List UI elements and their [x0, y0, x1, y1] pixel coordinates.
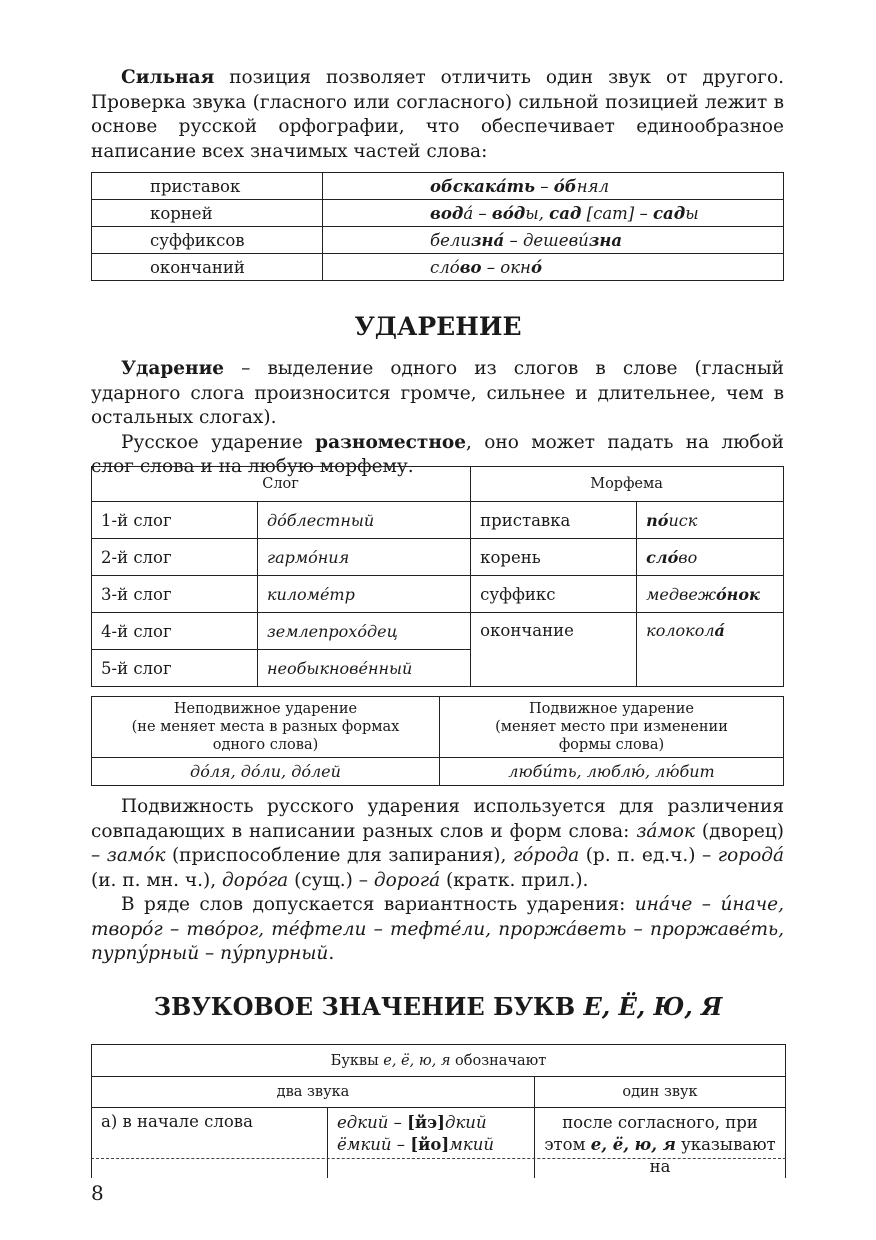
morpheme-column-header: Морфема: [471, 467, 784, 502]
stress-row: [92, 576, 784, 613]
stress-row: [92, 539, 784, 576]
mobile-header-line-1: Подвижное ударение: [529, 701, 694, 717]
morpheme-stress-example: [637, 613, 784, 687]
two-sound-examples: [328, 1108, 535, 1179]
example-line-2: [337, 1134, 534, 1156]
letters-head-post: обозначают: [450, 1052, 547, 1069]
morpheme-example-2-part-2: – дешеви́: [504, 230, 589, 250]
mobility-paragraph-2: [91, 893, 784, 967]
mobility-p2-part-0: В ряде слов допускается вариантность ударения:: [121, 894, 635, 915]
mobility-p1-part-8: (и. п. мн. ч.),: [91, 869, 222, 891]
example-1-sound: [йэ]: [407, 1113, 445, 1132]
morpheme-spelling-table: [91, 172, 784, 281]
mobility-p1-part-0: Подвижность русского ударения используется для различения совпадающих в написании разных слов и форм слова:: [91, 796, 784, 842]
stress-def-text: – выделение одного из слогов в слове (гласный ударного слога произносится громче, сильнее и длительнее, чем в остальных слогах).: [91, 358, 784, 428]
fixed-header-line-2: (не меняет места в разных формах: [131, 719, 400, 735]
morpheme-type: приставка: [471, 502, 637, 539]
mobile-header-line-3: формы слова): [558, 737, 665, 753]
letters-title-letters: Е, Ё, Ю, Я: [583, 992, 723, 1021]
intro-paragraph: [91, 66, 784, 164]
morpheme-type: корень: [471, 539, 637, 576]
morpheme-example-1-part-2: во́д: [491, 203, 526, 223]
mobility-p1-part-12: (кратк. прил.).: [440, 869, 589, 891]
morpheme-example-3-part-2: – окн: [481, 257, 531, 277]
morpheme-type: суффикс: [471, 576, 637, 613]
morpheme-label: приставок: [92, 173, 323, 200]
morpheme-example-1-part-7: ы: [685, 203, 699, 223]
syllable-example: необыкнове́нный: [258, 650, 471, 687]
morpheme-row: [92, 173, 784, 200]
syllable-example: гармо́ния: [258, 539, 471, 576]
stress-position-table: [91, 466, 784, 687]
morpheme-stress-2-part-1: о́нок: [716, 584, 760, 604]
syllable-label: 2-й слог: [92, 539, 258, 576]
one-sound-header: один звук: [535, 1077, 786, 1108]
fixed-mobile-stress-table: [91, 696, 784, 786]
mobility-p1-part-2: (дворец) –: [91, 820, 784, 866]
morpheme-stress-2-part-0: медвеж: [646, 584, 716, 604]
example-2-sound: [йо]: [410, 1135, 450, 1154]
case-a-label: а) в начале слова: [92, 1108, 328, 1179]
example-line-1: [337, 1112, 534, 1134]
morpheme-stress-example: [637, 576, 784, 613]
morpheme-example: [323, 200, 784, 227]
syllable-column-header: Слог: [92, 467, 471, 502]
mobility-p1-part-4: (приспособление для запирания),: [165, 845, 513, 866]
example-1-word: едкий: [337, 1113, 389, 1132]
example-1-rest: дкий: [445, 1113, 487, 1132]
syllable-example: киломе́тр: [258, 576, 471, 613]
mobility-p1-part-7: города́: [717, 845, 784, 866]
syllable-label: 1-й слог: [92, 502, 258, 539]
syllable-label: 3-й слог: [92, 576, 258, 613]
page-cut-divider: [91, 1158, 786, 1159]
intro-text: позиция позволяет отличить один звук от другого. Проверка звука (гласного или согласного) сильной позицией лежит в основе русской орфографии, что обеспечивает единообразное написание всех значимых частей слова:: [91, 67, 784, 162]
morpheme-stress-0-part-0: по́: [646, 510, 669, 530]
page-number: 8: [91, 1181, 104, 1205]
one-sound-line-2: [541, 1134, 779, 1178]
morpheme-example: [323, 254, 784, 281]
morpheme-example-2-part-1: зна́: [470, 230, 505, 250]
morpheme-stress-1-part-0: сло́: [646, 547, 679, 567]
syllable-example: землепрохо́дец: [258, 613, 471, 650]
morpheme-example-1-part-6: сад: [652, 203, 686, 223]
morpheme-label: окончаний: [92, 254, 323, 281]
mobile-stress-example: люби́ть, люблю́, лю́бит: [440, 758, 784, 786]
stress-row: [92, 502, 784, 539]
morpheme-example-0-part-3: нял: [576, 176, 610, 196]
example-1-dash: –: [388, 1113, 408, 1132]
letters-table-header: [92, 1045, 786, 1077]
morpheme-example-1-part-5: [сат] –: [581, 203, 653, 223]
morpheme-stress-1-part-1: во: [678, 547, 698, 567]
morpheme-example-0-part-1: –: [535, 176, 554, 196]
two-sounds-header: два звука: [92, 1077, 535, 1108]
morpheme-example-1-part-4: сад: [549, 203, 582, 223]
fixed-header-line-1: Неподвижное ударение: [173, 701, 358, 717]
mobility-p1-part-11: дорога́: [373, 869, 441, 891]
mobility-p1-part-1: за́мок: [636, 820, 695, 842]
one-sound-line-2-pre: этом: [544, 1135, 591, 1154]
fixed-header-line-3: одного слова): [212, 737, 319, 753]
morpheme-example-1-part-3: ы,: [525, 203, 550, 223]
one-sound-line-1: после согласного, при: [562, 1113, 758, 1132]
morpheme-example-3-part-0: сло́: [430, 257, 460, 277]
mobile-stress-header: [440, 697, 784, 758]
mobile-header-line-2: (меняет место при изменении: [495, 719, 728, 735]
syllable-label: 5-й слог: [92, 650, 258, 687]
intro-paragraph-block: [91, 66, 784, 164]
morpheme-example-0-part-0: обскака́ть: [430, 176, 536, 196]
stress-section-title: УДАРЕНИЕ: [354, 312, 522, 341]
stress-paragraphs: [91, 357, 784, 480]
morpheme-example-3-part-3: о́: [530, 257, 542, 277]
mobility-p1-part-3: замо́к: [106, 845, 166, 866]
morpheme-label: суффиксов: [92, 227, 323, 254]
morpheme-type: окончание: [471, 613, 637, 687]
mobility-p2-part-2: .: [328, 943, 335, 964]
one-sound-description: [535, 1108, 786, 1179]
morpheme-row: [92, 254, 784, 281]
morpheme-example-3-part-1: во: [459, 257, 482, 277]
morpheme-row: [92, 200, 784, 227]
example-2-word: ёмкий: [337, 1135, 392, 1154]
fixed-stress-example: до́ля, до́ли, до́лей: [92, 758, 440, 786]
intro-bold-lead: Сильная: [121, 67, 215, 88]
morpheme-stress-example: [637, 539, 784, 576]
morpheme-example-0-part-2: о́б: [553, 176, 577, 196]
morpheme-example-1-part-0: вод: [430, 203, 464, 223]
stress-p2-start: Русское ударение: [121, 431, 316, 453]
mobility-p1-part-5: го́рода: [512, 845, 580, 866]
morpheme-stress-3-part-0: колокол: [646, 621, 715, 640]
letters-head-pre: Буквы: [330, 1052, 384, 1069]
fixed-stress-header: [92, 697, 440, 758]
stress-definition: [91, 357, 784, 431]
example-2-rest: мкий: [449, 1135, 494, 1154]
stress-def-bold: Ударение: [121, 358, 225, 379]
morpheme-example: [323, 173, 784, 200]
letters-section-title: [0, 992, 876, 1022]
letters-title-plain: ЗВУКОВОЕ ЗНАЧЕНИЕ БУКВ: [153, 992, 584, 1021]
morpheme-row: [92, 227, 784, 254]
mobility-p1-part-6: (р. п. ед.ч.) –: [579, 845, 718, 866]
mobility-p1-part-10: (сущ.) –: [288, 869, 374, 891]
mobility-p1-part-9: доро́га: [221, 869, 289, 891]
morpheme-example-1-part-1: а́ –: [463, 203, 492, 223]
stress-row: [92, 613, 784, 650]
one-sound-line-2-post: указывают на: [649, 1135, 776, 1176]
letters-head-letters: е, ё, ю, я: [383, 1052, 451, 1069]
morpheme-example-2-part-3: зна: [588, 230, 623, 250]
example-2-dash: –: [391, 1135, 411, 1154]
syllable-label: 4-й слог: [92, 613, 258, 650]
stress-p2-end: , оно может падать на любой слог слова и на любую морфему.: [91, 431, 785, 477]
mobility-paragraphs: [91, 795, 784, 967]
one-sound-letters: е, ё, ю, я: [590, 1135, 676, 1154]
stress-p2-bold: разноместное: [315, 431, 466, 453]
mobility-p2-part-1: ина́че – и́наче, творо́г – тво́рог, те́фтели – тефте́ли, проржа́веть – проржаве́ть, пурпу́рный – пу́рпурный: [91, 894, 784, 964]
syllable-example: до́блестный: [258, 502, 471, 539]
morpheme-stress-example: [637, 502, 784, 539]
morpheme-stress-0-part-1: иск: [668, 510, 698, 530]
morpheme-example: [323, 227, 784, 254]
morpheme-example-2-part-0: бели: [430, 230, 471, 250]
mobility-paragraph-1: [91, 795, 784, 893]
morpheme-label: корней: [92, 200, 323, 227]
morpheme-stress-3-part-1: а́: [714, 621, 725, 640]
